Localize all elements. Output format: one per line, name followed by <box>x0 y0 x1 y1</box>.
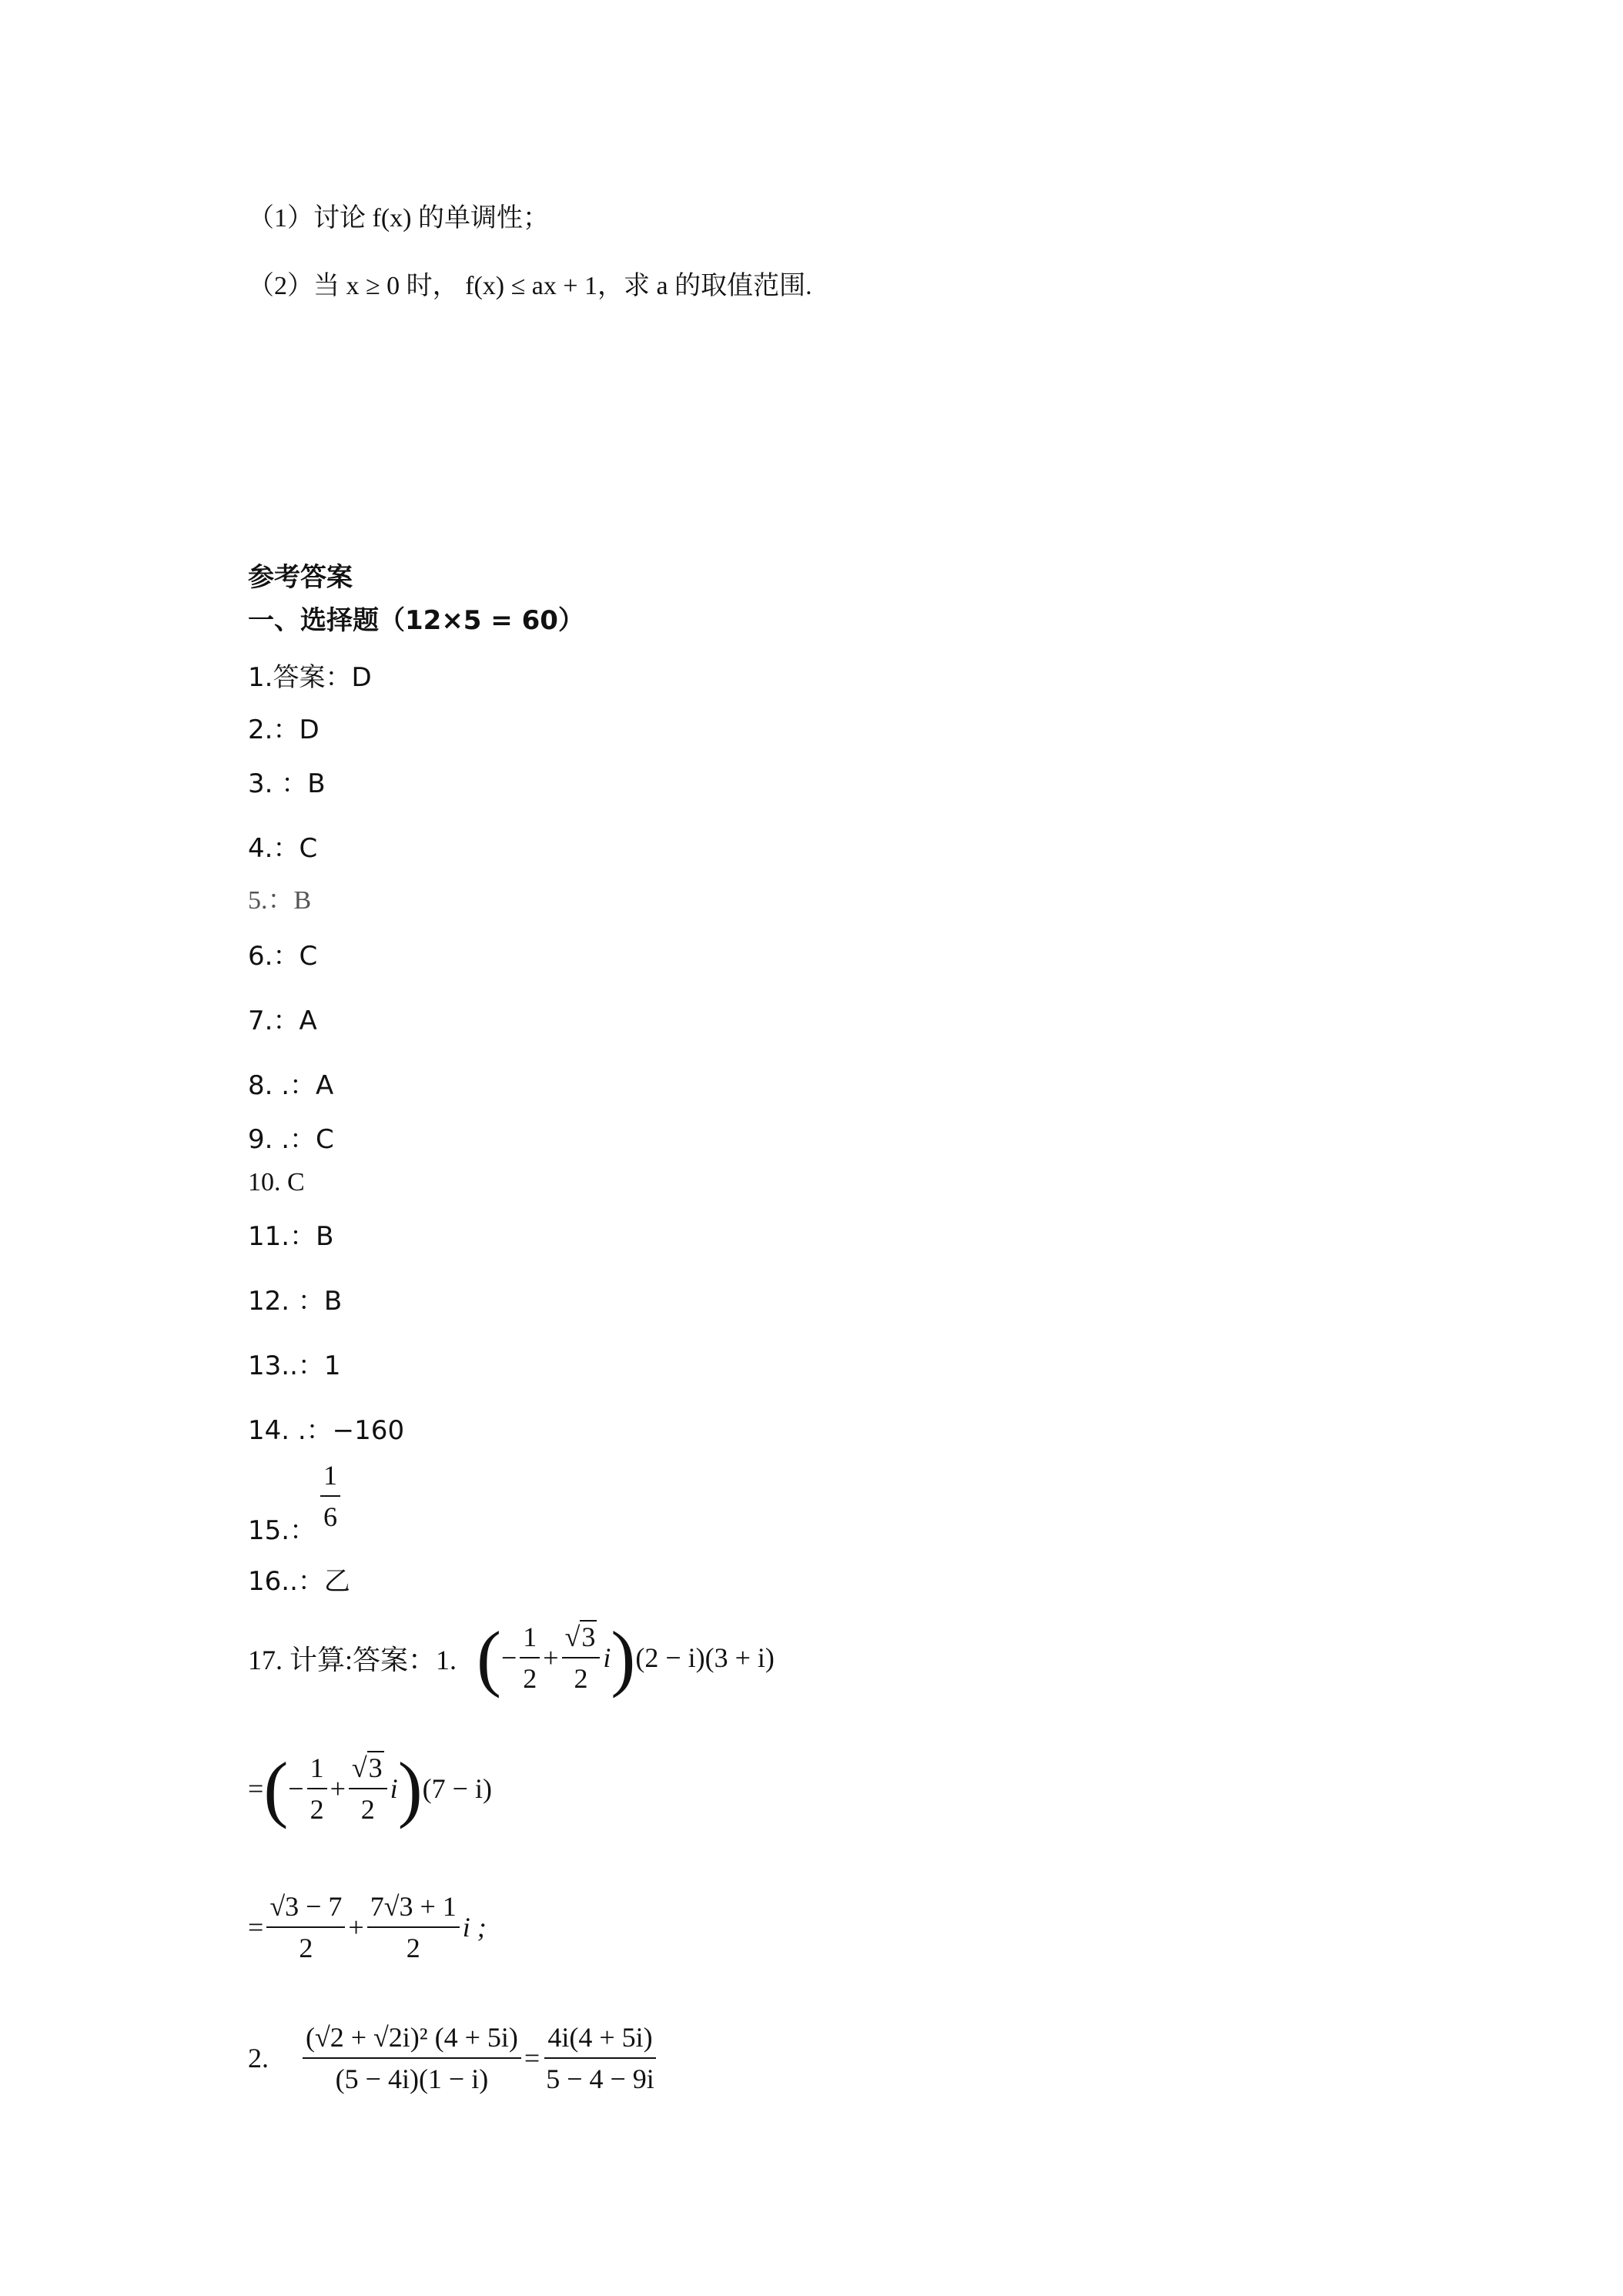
q17-line-1: 17. 计算:答案：1. ( − $\frac{1}{2}$ + $\frac{√3}{2}$ i ) (2 − i)(3 + i) <box>248 1616 775 1699</box>
fraction-denominator: 2 <box>310 1794 324 1825</box>
answer-14: 14. .：−160 <box>248 1415 405 1446</box>
fraction-numerator: 1 <box>307 1748 327 1789</box>
fraction <box>303 2017 521 2099</box>
fraction <box>349 1748 387 1829</box>
fraction-denominator: 6 <box>323 1501 337 1532</box>
answer-10-text: 10. C <box>248 1168 305 1197</box>
answer-15-fraction <box>317 1455 343 1537</box>
answer-15: 15.： <box>248 1515 316 1546</box>
sqrt-content: 3 <box>368 1752 383 1783</box>
fraction-denominator: (5 − 4i)(1 − i) <box>335 2063 489 2094</box>
answer-9: 9. .：C <box>248 1124 334 1155</box>
fraction-numerator: 7√3 + 1 <box>367 1886 460 1928</box>
q17-line-2-tail: (7 − i) <box>422 1773 492 1804</box>
q17-line-3-tail: i ; <box>462 1912 487 1943</box>
answer-10 <box>248 1166 305 1200</box>
fraction-denominator: 2 <box>574 1663 588 1694</box>
left-paren: ( <box>477 1616 501 1699</box>
answer-13: 13..：1 <box>248 1350 341 1381</box>
q17-line-2: = ( − $\frac{1}{2}$ + $\frac{√3}{2}$ i ) (7 − i) <box>248 1747 492 1829</box>
fraction-numerator: √3 − 7 <box>266 1886 345 1928</box>
fraction-denominator: 5 − 4 − 9i <box>546 2063 654 2094</box>
fraction-numerator: 4i(4 + 5i) <box>544 2017 655 2059</box>
problem-part-2: （2）当 x ≥ 0 时， f(x) ≤ ax + 1，求 a 的取值范围. <box>248 272 812 300</box>
fraction-numerator: (√2 + √2i)² (4 + 5i) <box>303 2017 521 2059</box>
fraction-numerator: √3 <box>562 1617 601 1658</box>
section-heading: 一、选择题（12×5 = 60） <box>248 605 584 636</box>
fraction <box>320 1455 340 1537</box>
answer-11: 11.：B <box>248 1221 334 1252</box>
q17-label: 17. 计算:答案：1. <box>248 1644 457 1675</box>
right-paren: ) <box>611 1616 636 1699</box>
fraction-denominator: 2 <box>360 1794 375 1825</box>
q17-part-2-label: 2. <box>248 2043 269 2073</box>
fraction <box>520 1617 540 1699</box>
fraction-numerator: 1 <box>320 1455 340 1497</box>
q17-part-2: 2. $\frac{\text{(√2 + √2i)² (4 + 5i)}}{(5 - 4i)(1 - i)}$ = $\frac{4i(4 + 5i)}{5 - 4 - 9i}$ <box>248 2017 661 2099</box>
fraction-denominator: 2 <box>299 1933 313 1963</box>
sqrt-content: 3 <box>581 1622 596 1652</box>
answer-12: 12. ：B <box>248 1286 343 1317</box>
fraction-numerator: 1 <box>520 1617 540 1658</box>
fraction-denominator: 2 <box>523 1663 537 1694</box>
q17-line-1-tail: (2 − i)(3 + i) <box>635 1642 775 1673</box>
fraction <box>562 1617 601 1699</box>
answer-16: 16..：乙 <box>248 1566 350 1597</box>
answer-4: 4.：C <box>248 833 318 864</box>
q17-line-3: = $\frac{√3 - 7}{2}$ + $\frac{7√3 + 1}{2}$ i ; <box>248 1886 487 1968</box>
fraction-numerator: √3 <box>349 1748 387 1789</box>
answer-6: 6.：C <box>248 941 318 972</box>
fraction <box>266 1886 345 1968</box>
left-paren: ( <box>263 1747 289 1829</box>
fraction <box>367 1886 460 1968</box>
answer-2: 2.：D <box>248 715 320 745</box>
problem-part-1: （1）讨论 f(x) 的单调性； <box>248 204 549 233</box>
fraction-denominator: 2 <box>406 1933 420 1963</box>
answer-5: 5.：B <box>248 886 312 915</box>
answer-1: 1.答案：D <box>248 662 372 693</box>
answer-3: 3. ：B <box>248 768 326 799</box>
answers-heading: 参考答案 <box>248 562 353 593</box>
answer-7: 7.：A <box>248 1006 317 1036</box>
right-paren: ) <box>397 1747 423 1829</box>
fraction <box>307 1748 327 1829</box>
fraction <box>543 2017 658 2099</box>
answer-8: 8. .：A <box>248 1070 334 1101</box>
